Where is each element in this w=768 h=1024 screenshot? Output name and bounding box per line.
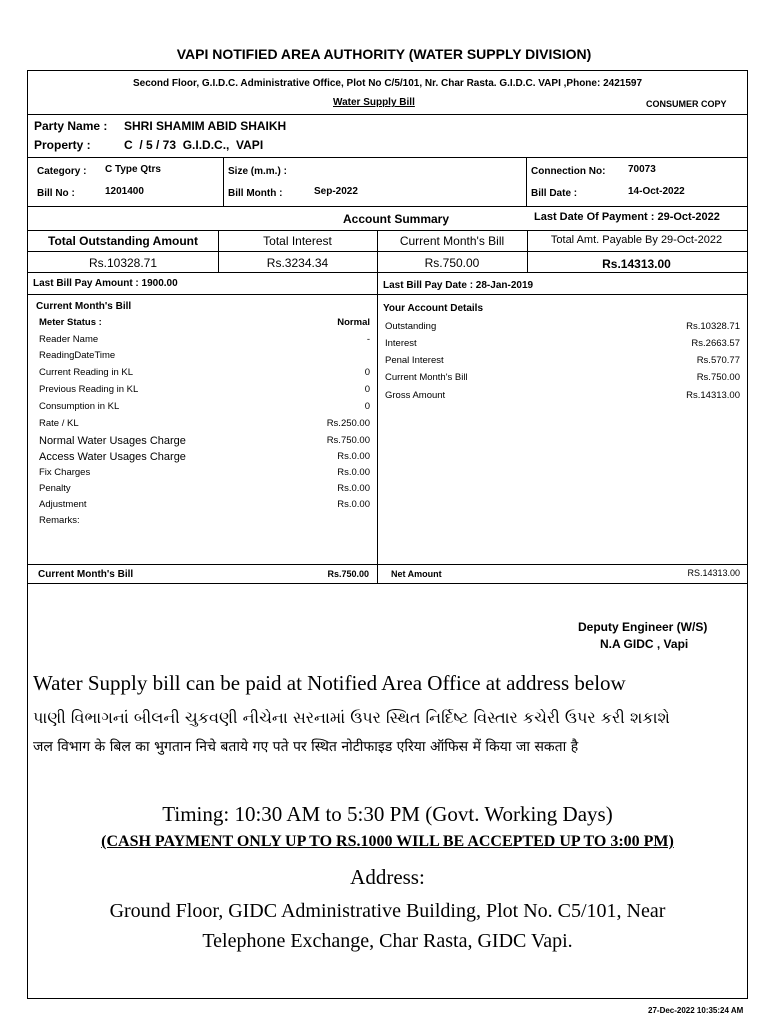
bill-date-label: Bill Date :: [531, 188, 578, 199]
current-bill-title: Current Month's Bill: [36, 301, 132, 312]
account-details-row-label: Penal Interest: [385, 355, 444, 366]
summary-value-total-payable: Rs.14313.00: [602, 257, 671, 271]
copy-label: CONSUMER COPY: [646, 99, 727, 109]
account-details-row-value: Rs.570.77: [696, 355, 740, 366]
current-bill-row-label: Consumption in KL: [39, 401, 120, 412]
current-bill-row-label: Normal Water Usages Charge: [39, 435, 186, 447]
account-details-row-value: Rs.2663.57: [691, 338, 740, 349]
signature-office: N.A GIDC , Vapi: [600, 637, 689, 651]
summary-header-interest: Total Interest: [263, 234, 332, 248]
current-bill-row-value: Rs.0.00: [337, 451, 370, 462]
notice-address-line1: Ground Floor, GIDC Administrative Building, Plot No. C5/101, Near: [109, 900, 666, 922]
current-bill-row-value: Rs.0.00: [337, 499, 370, 510]
connection-label: Connection No:: [531, 166, 606, 177]
party-name: SHRI SHAMIM ABID SHAIKH: [124, 119, 287, 133]
account-summary-title: Account Summary: [343, 212, 450, 226]
current-bill-row-label: Previous Reading in KL: [39, 384, 139, 395]
account-details-row-value: Rs.750.00: [696, 372, 740, 383]
current-bill-row-value: Rs.0.00: [337, 483, 370, 494]
bill-date-value: 14-Oct-2022: [628, 186, 685, 197]
size-label: Size (m.m.) :: [228, 166, 287, 177]
category-label: Category :: [37, 166, 87, 177]
notice-cash-payment: (CASH PAYMENT ONLY UP TO RS.1000 WILL BE ACCEPTED UP TO 3:00 PM): [101, 833, 674, 850]
current-bill-row-label: Reader Name: [39, 334, 99, 345]
current-bill-row-label: Remarks:: [39, 515, 80, 526]
current-bill-row-label: Fix Charges: [39, 467, 91, 478]
notice-address-label: Address:: [350, 865, 425, 889]
bill-frame: [27, 70, 748, 999]
bill-month-label: Bill Month :: [228, 188, 283, 199]
notice-address-line2: Telephone Exchange, Char Rasta, GIDC Vapi.: [202, 930, 573, 952]
print-timestamp: 27-Dec-2022 10:35:24 AM: [648, 1006, 744, 1015]
bill-title: Water Supply Bill: [333, 97, 415, 108]
current-bill-row-label: Adjustment: [39, 499, 87, 510]
notice-gujarati: પાણી વિભાગનાં બીલની ચુકવણી નીચેના સરનામાં ઉપર સ્થિત નિર્દિષ્ટ વિસ્તાર કચેરી ઉપર કરી શકાશે: [33, 708, 670, 727]
summary-header-total-payable: Total Amt. Payable By 29-Oct-2022: [550, 234, 723, 246]
current-bill-row-label: ReadingDateTime: [39, 350, 116, 361]
net-amount-label: Net Amount: [391, 569, 442, 579]
connection-value: 70073: [628, 164, 656, 175]
current-bill-row-label: Current Reading in KL: [39, 367, 133, 378]
bill-month-value: Sep-2022: [314, 186, 358, 197]
notice-timing: Timing: 10:30 AM to 5:30 PM (Govt. Working Days): [162, 802, 613, 826]
last-date-of-payment: Last Date Of Payment : 29-Oct-2022: [534, 211, 720, 223]
current-bill-row-value: Rs.750.00: [326, 435, 370, 446]
account-details-row-label: Current Month's Bill: [385, 372, 468, 383]
summary-header-current-bill: Current Month's Bill: [399, 234, 505, 248]
current-bill-row-label: Access Water Usages Charge: [39, 451, 186, 463]
category-value: C Type Qtrs: [105, 164, 161, 175]
summary-value-current-bill: Rs.750.00: [424, 256, 480, 270]
account-details-row-value: Rs.14313.00: [686, 390, 740, 401]
current-bill-row-label: Penalty: [39, 483, 71, 494]
last-bill-pay-date: Last Bill Pay Date : 28-Jan-2019: [383, 280, 534, 291]
bill-no-value: 1201400: [105, 186, 144, 197]
document-title: VAPI NOTIFIED AREA AUTHORITY (WATER SUPPLY DIVISION): [176, 46, 592, 62]
current-bill-total-label: Current Month's Bill: [38, 569, 134, 580]
account-details-row-label: Interest: [385, 338, 417, 349]
notice-hindi: जल विभाग के बिल का भुगतान निचे बताये गए पते पर स्थित नोटीफाइड एरिया ऑफिस में किया जा सकता है: [33, 739, 579, 755]
property-value: C / 5 / 73 G.I.D.C., VAPI: [124, 138, 264, 152]
current-bill-row-value: Rs.0.00: [337, 467, 370, 478]
current-bill-row-value: Normal: [337, 317, 370, 328]
current-bill-row-label: Rate / KL: [39, 418, 79, 429]
summary-value-outstanding: Rs.10328.71: [88, 256, 158, 270]
bill-no-label: Bill No :: [37, 188, 75, 199]
account-details-row-label: Outstanding: [385, 321, 437, 332]
current-bill-total-value: Rs.750.00: [327, 569, 369, 579]
signature-title: Deputy Engineer (W/S): [578, 620, 708, 634]
notice-english: Water Supply bill can be paid at Notified Area Office at address below: [33, 671, 626, 695]
summary-value-interest: Rs.3234.34: [266, 256, 329, 270]
account-details-row-value: Rs.10328.71: [686, 321, 740, 332]
current-bill-row-value: Rs.250.00: [326, 418, 370, 429]
current-bill-row-value: 0: [364, 384, 370, 395]
current-bill-row-label: Meter Status :: [39, 317, 102, 328]
last-bill-pay-amount: Last Bill Pay Amount : 1900.00: [33, 278, 178, 289]
summary-header-outstanding: Total Outstanding Amount: [48, 234, 198, 248]
current-bill-row-value: -: [366, 334, 370, 345]
net-amount-value: RS.14313.00: [687, 568, 740, 578]
current-bill-row-value: 0: [364, 401, 370, 412]
current-bill-row-value: 0: [364, 367, 370, 378]
office-address: Second Floor, G.I.D.C. Administrative Office, Plot No C/5/101, Nr. Char Rasta. G.I.D.C. VAPI ,Phone: 2421597: [132, 78, 643, 89]
account-details-title: Your Account Details: [383, 303, 484, 314]
account-details-row-label: Gross Amount: [385, 390, 446, 401]
property-label: Property :: [34, 138, 91, 152]
party-name-label: Party Name :: [34, 119, 108, 133]
